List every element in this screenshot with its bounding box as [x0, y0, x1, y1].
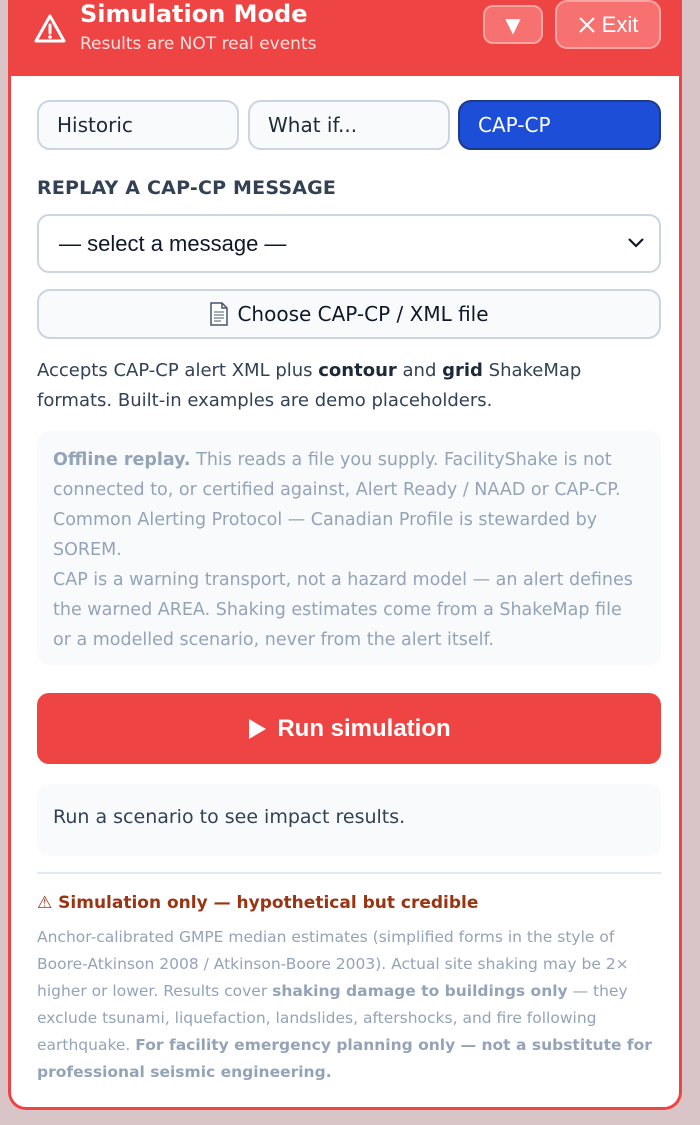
run-simulation-button[interactable]	[37, 693, 661, 764]
document-icon	[209, 302, 229, 326]
section-label: REPLAY A CAP-CP MESSAGE	[37, 177, 337, 199]
divider	[37, 872, 661, 874]
tab-what-if[interactable]: What if...	[248, 100, 450, 150]
accepts-text: Accepts CAP-CP alert XML plus contour and grid ShakeMap formats. Built-in examples are demo placeholders.	[37, 360, 582, 411]
header-subtitle: Results are NOT real events	[80, 34, 317, 54]
disclaimer-title: ⚠ Simulation only — hypothetical but credible	[37, 893, 479, 913]
simulation-panel	[8, 0, 682, 1110]
collapse-toggle-button[interactable]	[483, 5, 543, 44]
warning-triangle-icon	[33, 12, 67, 46]
choose-file-label: Choose CAP-CP / XML file	[237, 302, 489, 326]
header-title: Simulation Mode	[80, 0, 308, 28]
message-select-value: — select a message —	[59, 231, 287, 256]
exit-button[interactable]	[555, 0, 661, 49]
play-icon	[247, 718, 267, 740]
choose-file-button[interactable]	[37, 289, 661, 339]
chevron-down-icon: ▼	[505, 12, 521, 37]
close-icon	[578, 16, 596, 34]
offline-replay-note: Offline replay. This reads a file you supply. FacilityShake is not connected to, or certified against, Alert Ready / NAAD or CAP-CP. Common Alerting Protocol — Canadian Profile is stewarded by SOREM. CAP is a warning transport, not a hazard model — an alert defines the warned AREA. Shaking estimates come from a ShakeMap file or a modelled scenario, never from the alert itself.	[37, 431, 661, 665]
simulation-header	[11, 0, 679, 76]
disclaimer-body: Anchor-calibrated GMPE median estimates (simplified forms in the style of Boore-Atkinson 2008 / Atkinson-Boore 2003). Actual site shaking may be 2× higher or lower. Results cover shaking damage to buildings only — they exclude tsunami, liquefaction, landslides, aftershocks, and fire following earthquake. For facility emergency planning only — not a substitute for professional seismic engineering.	[37, 928, 652, 1081]
chevron-down-icon	[627, 236, 645, 250]
results-placeholder: Run a scenario to see impact results.	[37, 784, 661, 856]
message-select[interactable]	[37, 214, 661, 273]
tab-cap-cp[interactable]: CAP-CP	[458, 100, 661, 150]
tab-historic[interactable]: Historic	[37, 100, 239, 150]
run-simulation-label: Run simulation	[277, 714, 451, 742]
exit-button-label: Exit	[601, 11, 639, 37]
